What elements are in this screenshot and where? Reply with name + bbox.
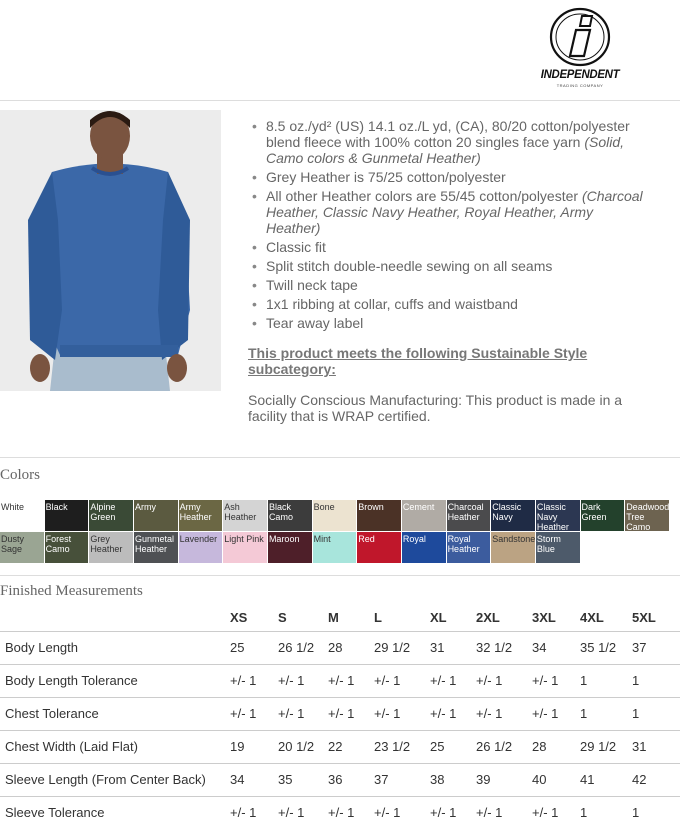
feature-item: • Grey Heather is 75/25 cotton/polyester — [248, 169, 648, 185]
color-swatch[interactable]: Royal Heather — [447, 532, 492, 564]
color-swatch[interactable]: Cement — [402, 500, 447, 532]
table-cell: +/- 1 — [328, 796, 374, 821]
table-cell: 25 — [430, 730, 476, 763]
table-cell: 26 1/2 — [476, 730, 532, 763]
size-column-header: 2XL — [476, 610, 500, 626]
table-row — [0, 664, 680, 697]
sustainable-style-heading: This product meets the following Sustainable Style subcategory: — [248, 345, 588, 377]
table-cell: 32 1/2 — [476, 631, 532, 664]
size-column-header: L — [374, 610, 382, 626]
table-header-row — [0, 605, 680, 631]
brand-tagline: TRADING COMPANY — [556, 83, 604, 88]
feature-item: • 1x1 ribbing at collar, cuffs and waistband — [248, 296, 648, 312]
table-cell: +/- 1 — [278, 697, 328, 730]
measurements-heading: Finished Measurements — [0, 583, 143, 599]
table-row — [0, 730, 680, 763]
table-cell: 28 — [532, 730, 580, 763]
table-cell: +/- 1 — [532, 697, 580, 730]
row-label: Body Length Tolerance — [0, 664, 230, 697]
table-row — [0, 763, 680, 796]
table-cell: +/- 1 — [328, 697, 374, 730]
table-cell: 31 — [430, 631, 476, 664]
table-cell: +/- 1 — [328, 664, 374, 697]
size-column-header: M — [328, 610, 339, 626]
sustainable-style-text: Socially Conscious Manufacturing: This product is made in a facility that is WRAP certified. — [248, 392, 623, 424]
table-cell: 35 — [278, 763, 328, 796]
table-row — [0, 631, 680, 664]
table-cell: +/- 1 — [374, 664, 430, 697]
table-cell: 22 — [328, 730, 374, 763]
color-swatch[interactable]: White — [0, 500, 45, 532]
color-swatch[interactable]: Lavender — [179, 532, 224, 564]
color-swatch[interactable]: Classic Navy — [491, 500, 536, 532]
table-cell: 1 — [632, 697, 680, 730]
feature-item: • Split stitch double-needle sewing on all seams — [248, 258, 648, 274]
table-cell: +/- 1 — [230, 796, 278, 821]
table-cell: +/- 1 — [476, 796, 532, 821]
table-cell: +/- 1 — [374, 697, 430, 730]
table-cell: 34 — [230, 763, 278, 796]
color-swatch[interactable]: Charcoal Heather — [447, 500, 492, 532]
table-row — [0, 796, 680, 821]
color-swatch[interactable]: Alpine Green — [89, 500, 134, 532]
color-swatch[interactable]: Ash Heather — [223, 500, 268, 532]
table-cell: 26 1/2 — [278, 631, 328, 664]
table-cell: 38 — [430, 763, 476, 796]
color-swatch[interactable]: Brown — [357, 500, 402, 532]
table-cell: 37 — [374, 763, 430, 796]
table-cell: +/- 1 — [532, 664, 580, 697]
row-label: Sleeve Length (From Center Back) — [0, 763, 230, 796]
table-cell: +/- 1 — [278, 664, 328, 697]
table-cell: 31 — [632, 730, 680, 763]
table-cell: 40 — [532, 763, 580, 796]
color-swatch[interactable]: Royal — [402, 532, 447, 564]
feature-item: • Twill neck tape — [248, 277, 648, 293]
color-swatch[interactable]: Red — [357, 532, 402, 564]
color-swatch[interactable]: Classic Navy Heather — [536, 500, 581, 532]
table-cell: 39 — [476, 763, 532, 796]
size-column-header: S — [278, 610, 287, 626]
size-column-header: 3XL — [532, 610, 556, 626]
color-swatch[interactable]: Dark Green — [581, 500, 626, 532]
row-label: Body Length — [0, 631, 230, 664]
color-swatch[interactable]: Storm Blue — [536, 532, 581, 564]
feature-item: • All other Heather colors are 55/45 cotton/polyester (Charcoal Heather, Classic Navy Heather, Royal Heather, Army Heather) — [248, 188, 648, 236]
table-cell: +/- 1 — [230, 664, 278, 697]
divider — [0, 100, 680, 101]
color-swatch[interactable]: Black — [45, 500, 90, 532]
table-cell: +/- 1 — [476, 664, 532, 697]
size-column-header: XL — [430, 610, 447, 626]
table-cell: 1 — [580, 796, 632, 821]
table-cell: 29 1/2 — [374, 631, 430, 664]
table-cell: +/- 1 — [278, 796, 328, 821]
brand-name: INDEPENDENT — [540, 67, 620, 81]
color-swatch[interactable]: Sandstone — [491, 532, 536, 564]
table-cell: 23 1/2 — [374, 730, 430, 763]
measurements-table — [0, 605, 680, 821]
table-cell: +/- 1 — [430, 796, 476, 821]
table-cell: +/- 1 — [532, 796, 580, 821]
row-label: Chest Tolerance — [0, 697, 230, 730]
size-column-header: 4XL — [580, 610, 604, 626]
table-cell: 36 — [328, 763, 374, 796]
row-label: Sleeve Tolerance — [0, 796, 230, 821]
table-cell: 42 — [632, 763, 680, 796]
table-cell: 19 — [230, 730, 278, 763]
color-swatch[interactable]: Dusty Sage — [0, 532, 45, 564]
color-swatch[interactable]: Maroon — [268, 532, 313, 564]
feature-item: • Classic fit — [248, 239, 648, 255]
feature-item: • Tear away label — [248, 315, 648, 331]
product-photo — [0, 110, 221, 391]
colors-heading: Colors — [0, 467, 41, 483]
color-swatch[interactable]: Gunmetal Heather — [134, 532, 179, 564]
table-cell: +/- 1 — [374, 796, 430, 821]
table-cell: 41 — [580, 763, 632, 796]
feature-item: • 8.5 oz./yd² (US) 14.1 oz./L yd, (CA), 80/20 cotton/polyester blend fleece with 100% cotton 20 singles face yarn (Solid, Camo colors & Gunmetal Heather) — [248, 118, 648, 166]
color-swatch[interactable]: Light Pink — [223, 532, 268, 564]
color-swatch[interactable]: Army Heather — [179, 500, 224, 532]
divider — [0, 575, 680, 576]
brand-logo — [534, 6, 626, 90]
divider — [0, 457, 680, 458]
table-cell: +/- 1 — [476, 697, 532, 730]
table-cell: 37 — [632, 631, 680, 664]
color-swatch[interactable]: Deadwood Tree Camo — [626, 502, 670, 532]
color-swatch[interactable]: Mint — [313, 532, 358, 564]
color-swatch[interactable]: Army — [134, 500, 179, 532]
row-label: Chest Width (Laid Flat) — [0, 730, 230, 763]
table-cell: 1 — [632, 664, 680, 697]
table-cell: +/- 1 — [430, 697, 476, 730]
table-cell: +/- 1 — [430, 664, 476, 697]
brand-emblem-icon — [548, 6, 612, 68]
table-cell: 1 — [632, 796, 680, 821]
table-cell: 1 — [580, 664, 632, 697]
table-cell: +/- 1 — [230, 697, 278, 730]
table-cell: 25 — [230, 631, 278, 664]
size-column-header: XS — [230, 610, 248, 626]
table-cell: 1 — [580, 697, 632, 730]
color-swatch[interactable]: Grey Heather — [89, 532, 134, 564]
size-column-header: 5XL — [632, 610, 656, 626]
table-row — [0, 697, 680, 730]
table-cell: 29 1/2 — [580, 730, 632, 763]
color-swatch-grid — [0, 500, 670, 564]
color-swatch[interactable]: Forest Camo — [45, 532, 90, 564]
product-features — [248, 118, 648, 424]
feature-list — [248, 118, 648, 331]
table-cell: 28 — [328, 631, 374, 664]
color-swatch[interactable]: Bone — [313, 500, 358, 532]
label-column-header — [0, 605, 230, 631]
table-cell: 35 1/2 — [580, 631, 632, 664]
color-swatch[interactable]: Black Camo — [268, 500, 313, 532]
table-cell: 34 — [532, 631, 580, 664]
table-cell: 20 1/2 — [278, 730, 328, 763]
